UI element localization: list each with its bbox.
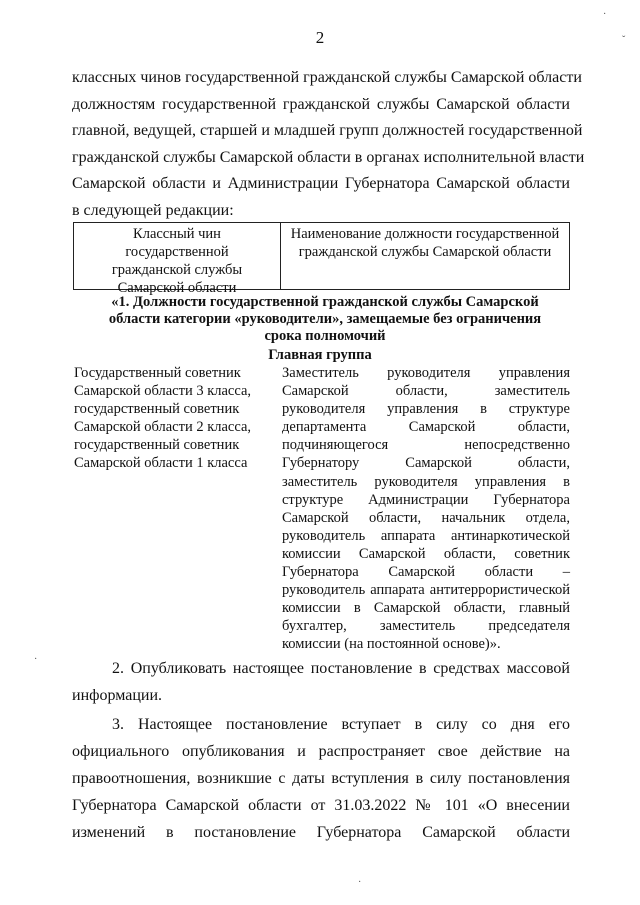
text-line: 3. Настоящее постановление вступает в силу со дня его — [112, 716, 570, 733]
page-number: 2 — [315, 28, 325, 47]
scan-speck: · — [358, 877, 362, 888]
header-cell-line: государственной — [125, 244, 229, 260]
position-line: комиссии Самарской области, советник — [282, 545, 570, 562]
text-line: в следующей редакции: — [72, 201, 234, 219]
text-line: гражданской службы Самарской области в органах исполнительной власти — [72, 148, 585, 166]
section-title-line: «1. Должности государственной гражданской службы Самарской — [111, 294, 539, 310]
position-line: Губернатору Самарской области, — [282, 455, 570, 472]
position-line: заместитель руководителя управления в — [282, 473, 570, 490]
position-line: руководитель аппарата антитеррористической — [282, 582, 570, 599]
position-line: руководитель аппарата антинаркотической — [282, 527, 570, 544]
rank-line: Государственный советник — [74, 365, 241, 381]
table-header — [73, 222, 570, 296]
text-line: Губернатора Самарской области от 31.03.2022 № 101 «О внесении — [72, 797, 570, 814]
text-line: изменений в постановление Губернатора Самарской области — [72, 824, 570, 841]
text-line: правоотношения, возникшие с даты вступления в силу постановления — [72, 770, 570, 787]
group-title: Главная группа — [268, 347, 372, 363]
text-line: 2. Опубликовать настоящее постановление в средствах массовой — [112, 660, 570, 677]
rank-line: Самарской области 3 класса, — [74, 383, 252, 399]
text-line: главной, ведущей, старшей и младшей групп должностей государственной — [72, 122, 583, 139]
paragraph-publish — [72, 655, 570, 709]
position-line: Губернатора Самарской области – — [282, 564, 570, 581]
position-line: руководителя управления в структуре — [282, 401, 570, 418]
text-line: Самарской области и Администрации Губернатора Самарской области — [72, 175, 570, 192]
rank-line: Самарской области 1 класса — [74, 455, 248, 471]
position-line: Самарской области, заместитель — [282, 383, 570, 400]
position-line: подчиняющегося непосредственно — [282, 437, 570, 454]
position-line: Заместитель руководителя управления — [282, 365, 570, 381]
header-cell-line: Наименование должности государственной — [290, 226, 560, 242]
position-line: бухгалтер, заместитель председателя — [282, 618, 570, 635]
scan-speck: · — [603, 9, 607, 20]
section-title — [80, 294, 570, 345]
rank-line: государственный советник — [74, 437, 240, 453]
header-cell-line: Самарской области — [117, 280, 237, 296]
header-cell-position — [281, 223, 569, 289]
section-title-line: срока полномочий — [264, 328, 386, 344]
position-line: структуре Администрации Губернатора — [282, 491, 570, 508]
rank-line: Самарской области 2 класса, — [74, 419, 252, 435]
paragraph-effective — [72, 711, 570, 846]
position-line: комиссии (на постоянной основе)». — [282, 636, 501, 653]
section-title-line: области категории «руководители», замещаемые без ограничения — [108, 311, 542, 327]
scan-speck: ˇ — [622, 35, 626, 46]
header-cell-rank — [74, 223, 281, 296]
position-line: департамента Самарской области, — [282, 419, 570, 436]
rank-column — [74, 364, 274, 472]
header-cell-line: гражданской службы Самарской области — [298, 244, 552, 260]
position-line: комиссии в Самарской области, главный — [282, 600, 570, 617]
positions-column — [282, 364, 570, 654]
text-line: классных чинов государственной гражданской службы Самарской области — [72, 69, 582, 86]
rank-line: государственный советник — [74, 401, 240, 417]
text-line: официального опубликования и распространяет свое действие на — [72, 743, 570, 760]
text-line: информации. — [72, 687, 163, 704]
position-line: Самарской области, начальник отдела, — [282, 509, 570, 526]
scan-speck: · — [34, 654, 38, 665]
header-cell-line: гражданской службы — [111, 262, 243, 278]
text-line: должностям государственной гражданской службы Самарской области — [72, 95, 570, 113]
intro-paragraph — [72, 65, 585, 224]
header-cell-line: Классный чин — [133, 226, 221, 242]
